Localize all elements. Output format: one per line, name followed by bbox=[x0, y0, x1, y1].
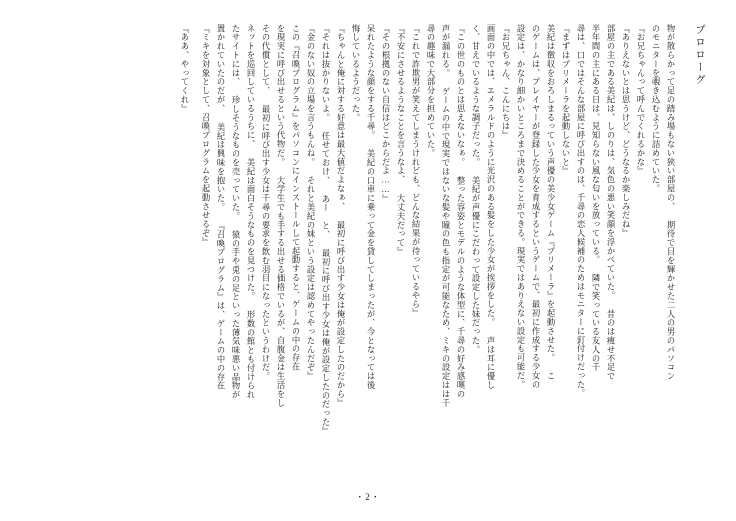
body-line: 呆れたような顔をする千尋。 美紀の口車に乗って金を貸してしまったが、今となっては後 bbox=[366, 24, 375, 390]
body-line: 物が散らかって足の踏み場もない狭い部屋の、 期待で目を輝かせた二人の男のパソコン bbox=[666, 24, 675, 381]
body-line: 『不安にさせるようなことを言うなよ、 大丈夫だって』 bbox=[396, 24, 405, 257]
body-line: 『その根拠のない自信はどこからだよ……』 bbox=[381, 24, 390, 204]
body-line: 声が漏れる。 ゲームの中で現実ではないな髪や瞳の色も指定が可能なため、ミキの設定はは千 bbox=[441, 24, 450, 408]
body-line: 尋は、口ではそんな部屋に呼び出すのは、千尋の恋人候補のためはモニターに釘付けだった。 bbox=[576, 24, 585, 398]
body-line: その代償として、 最初に呼び出す少女は千尋の要求を飲む羽目になったというわけだ。 bbox=[261, 24, 270, 381]
body-line: 『お兄ちゃんって呼んでくれるかな』 bbox=[636, 24, 645, 176]
body-line: 『お兄ちゃん、こんにちは』 bbox=[501, 24, 510, 140]
body-line: 『これで詐欺男が笑えてしまうけれども、どんな結果が待っているやら』 bbox=[411, 24, 420, 318]
body-line: 部屋の主である美紀は、しのりは、気色の悪い笑顔を浮かべていた。 昔のは痩せ不足で bbox=[606, 24, 615, 381]
body-line: 画面の中では、エメラルドのように光沢のある髪をした少女が挨拶をした。 声は耳に優し bbox=[486, 24, 495, 390]
body-line: ネットを巡回しているうちに、 美紀は面白そうなものを見つけた。 形数の館とも付けられ bbox=[246, 24, 255, 400]
body-line: く、甘えでいるような調子だった。 美紀が声優にこだわって設定した妹だった。 bbox=[471, 24, 480, 354]
body-line: 悔しているようだった。 bbox=[351, 24, 360, 122]
body-line: たサイトには、 珍しそうなものを売っていた。 猿の手や兎の足といった薄気味悪い品物が bbox=[231, 24, 240, 400]
body-line: を現実に呼び出せるという代物だ。 大学生でも手する出せる価格でいるが、自腹金は生活をし bbox=[276, 24, 285, 408]
body-line: 『それは抜かりないよ。 任せておけ、 あー と、 最初に呼び出す少女は俺が設定したのだった』 bbox=[321, 24, 330, 436]
body-line: この『召喚プログラム』をパソコンにインストールして起動すると、ゲームの中の存在 bbox=[291, 24, 300, 372]
body-line: 『ああ、やってくれ』 bbox=[180, 24, 189, 113]
body-line: 『金のない奴の立場を言うもんね。 それと美紀の妹という設定は認めてやったんだぞ』 bbox=[306, 24, 315, 381]
body-line: のゲームは、プレイヤーが登録した少女を育成するというゲームで、最初に作成する少女の bbox=[531, 24, 540, 389]
body-line: 『ありえないとは思うけど、どうなるか楽しみだね』 bbox=[621, 24, 630, 238]
body-line: のモニターを覗き込むように詰めていた。 bbox=[651, 24, 660, 194]
body-line: 半年間の主にある日は、見知らない風な匂いを放っている。 隣で笑っている友人の千 bbox=[591, 24, 600, 372]
body-line: 設定は、かなり細かいところまで決めることができる。現実ではありえない設定も可能だ。 bbox=[516, 24, 525, 389]
body-line: 『ちゃんと俺に対する好意は最大値だよなぁ、 最初に呼び出す少女は俺が設定したのだから』 bbox=[336, 24, 345, 408]
body-line: 置かれていたのだが、 美紀は興味を抱いた。 『召喚プログラム』は、ゲームの中の存在 bbox=[216, 24, 225, 391]
page-title: プロローグ bbox=[694, 24, 705, 87]
body-line: 尋の趣味で大部分を担めていた。 bbox=[426, 24, 435, 158]
body-line: 美紀は徴収をおろしまるっていう声優の美少女ゲーム『プリメーラ』を起動させた。 こ bbox=[546, 24, 555, 381]
body-line: 『この世のものとは思えないなぁ。 整った容姿とモデルのような体型に、千尋の好み感嘆の bbox=[456, 24, 465, 399]
page-number: ・2・ bbox=[355, 492, 381, 502]
body-line: 『ミキを対象として、召喚プログラムを起動させるぞ』 bbox=[201, 24, 210, 247]
vertical-text-block bbox=[24, 24, 710, 462]
body-line: 『まずはプリメーラを起動しないと』 bbox=[561, 24, 570, 176]
